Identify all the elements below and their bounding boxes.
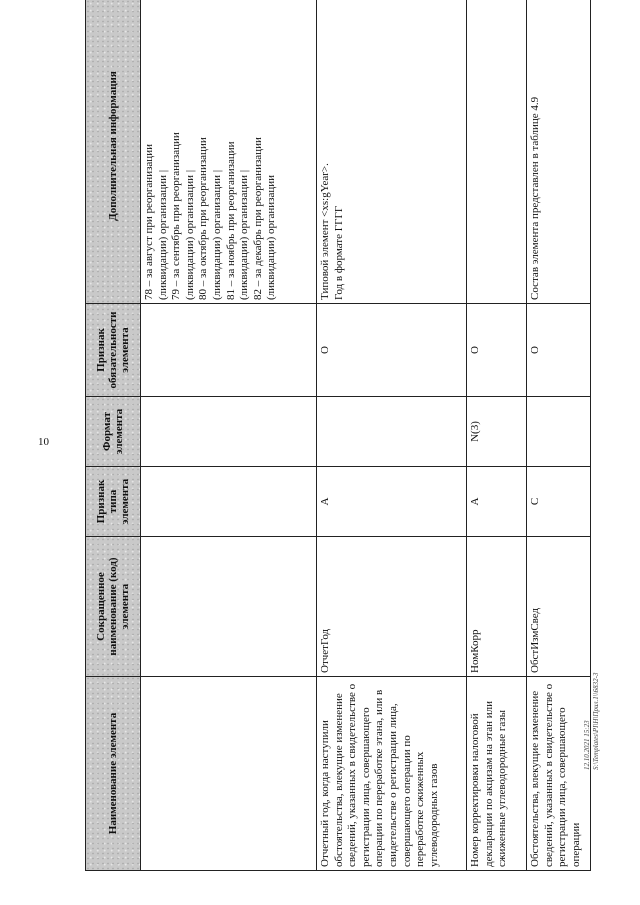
table-row [467,0,527,871]
cell-name [141,677,317,871]
table-row-continuation [141,0,317,871]
info-line: (ликвидации) организации | [156,169,169,300]
header-info: Дополнительная информация [86,0,141,304]
footer-date: 12.10.2021 15:23 [583,720,591,770]
header-format: Формат элемента [86,397,141,467]
cell-name: Отчетный год, когда наступили обстоятельства, влекущие изменение сведений, указанных в свидетельстве о регистрации лица, совершающего операции по переработке этана, или в свидетельстве о регистрации лица, совершающего операции по переработке сжиженных углеводородных газов [317,677,467,871]
cell-code: НомКорр [467,537,527,677]
info-line: Типовой элемент <xs:gYear>. [319,163,331,300]
footer-path: S:\Templates\PI\Н\Прил.1\\6832-3 [592,672,600,770]
info-line: (ликвидации) организации | [183,169,196,300]
cell-required: О [527,304,591,397]
cell-type: А [467,467,527,537]
info-line: (ликвидации) организации | [238,169,251,300]
info-line: 78 – за август при реорганизации [143,144,155,300]
cell-name: Номер корректировки налоговой декларации по акцизам на этан или сжиженные углеводородные газы [467,677,527,871]
elements-table-container [85,31,585,871]
cell-format [527,397,591,467]
info-line: (ликвидации) организации [265,174,278,300]
cell-code: ОбстИзмСвед [527,537,591,677]
cell-type [141,467,317,537]
table-header-row [86,0,141,871]
header-code: Сокращенное наименование (код) элемента [86,537,141,677]
cell-required [141,304,317,397]
cell-name: Обстоятельства, влекущие изменение сведений, указанных в свидетельстве о регистрации лица, совершающего операции [527,677,591,871]
header-name: Наименование элемента [86,677,141,871]
cell-info [141,0,317,304]
cell-required: О [467,304,527,397]
info-line: 82 – за декабрь при реорганизации [251,137,264,300]
info-line: Состав элемента представлен в таблице 4.9 [529,96,541,300]
cell-code [141,537,317,677]
cell-required: О [317,304,467,397]
cell-format [141,397,317,467]
cell-info [317,0,467,304]
cell-info [467,0,527,304]
info-line: Год в формате ГГГГ [332,205,345,300]
header-required: Признак обязательности элемента [86,304,141,397]
page-number: 10 [38,436,49,448]
cell-type: С [527,467,591,537]
info-line: 79 – за сентябрь при реорганизации [170,132,183,300]
info-line: (ликвидации) организации | [210,169,223,300]
table-row [317,0,467,871]
cell-type: А [317,467,467,537]
table-row [527,0,591,871]
cell-format [317,397,467,467]
elements-table [85,0,591,871]
cell-format: N(3) [467,397,527,467]
info-line: 81 – за ноябрь при реорганизации [224,141,237,300]
info-line: 80 – за октябрь при реорганизации [197,137,210,300]
header-type: Признак типа элемента [86,467,141,537]
cell-code: ОтчетГод [317,537,467,677]
cell-info [527,0,591,304]
